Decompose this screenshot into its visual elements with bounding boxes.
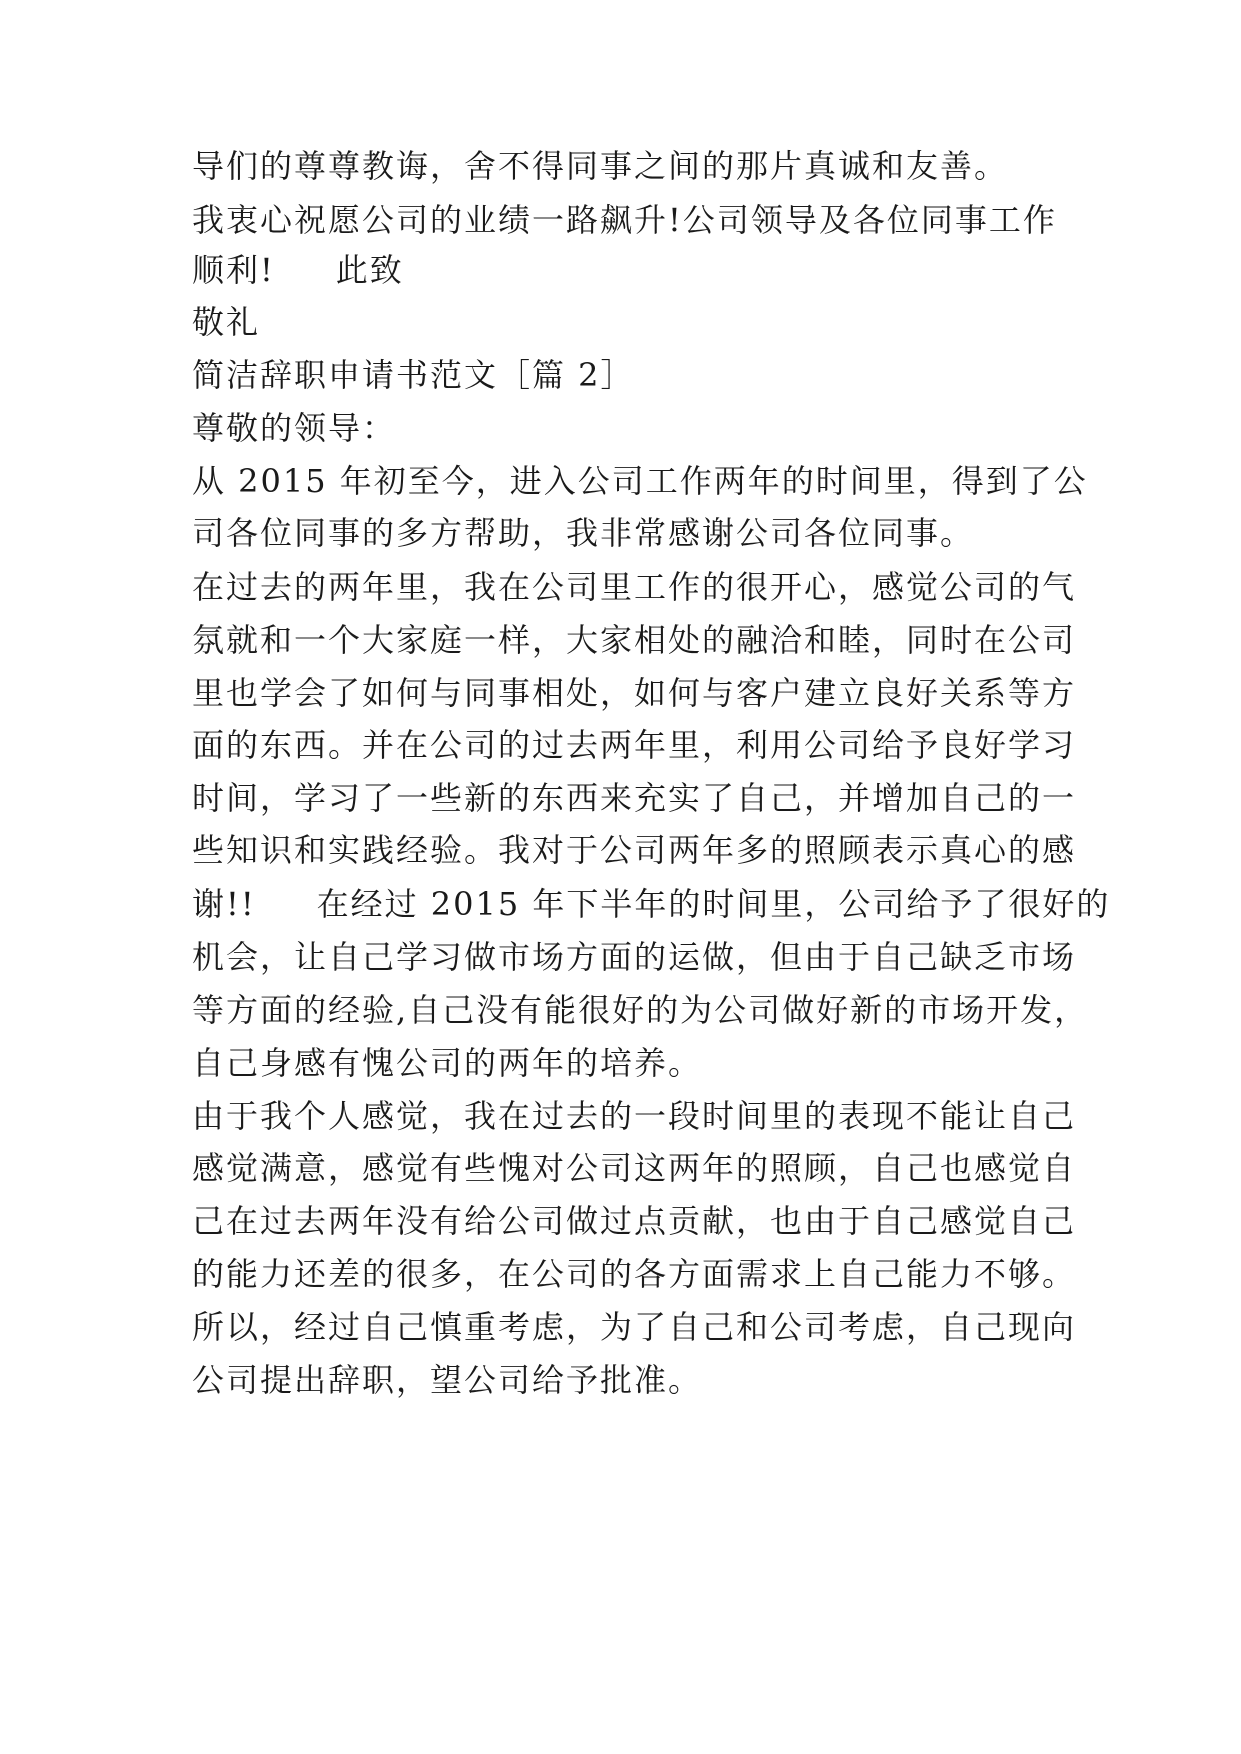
text-line: 导们的尊尊教诲，舍不得同事之间的那片真诚和友善。 — [192, 147, 1009, 185]
text-line: 由于我个人感觉，我在过去的一段时间里的表现不能让自己 — [192, 1097, 1077, 1135]
section-heading: 简洁辞职申请书范文［篇 2］ — [192, 356, 635, 394]
text-line: 在过去的两年里，我在公司里工作的很开心，感觉公司的气 — [192, 568, 1077, 606]
text-line: 敬礼 — [192, 303, 261, 341]
text-line: 些知识和实践经验。我对于公司两年多的照顾表示真心的感 — [192, 831, 1077, 869]
text-line: 的能力还差的很多，在公司的各方面需求上自己能力不够。 — [192, 1255, 1077, 1293]
text-line: 公司提出辞职，望公司给予批准。 — [192, 1361, 703, 1399]
text-line: 从 2015 年初至今，进入公司工作两年的时间里，得到了公 — [192, 462, 1088, 500]
text-line: 顺利! 此致 — [192, 251, 404, 289]
text-line: 己在过去两年没有给公司做过点贡献，也由于自己感觉自己 — [192, 1202, 1077, 1240]
text-line: 里也学会了如何与同事相处，如何与客户建立良好关系等方 — [192, 674, 1077, 712]
salutation: 尊敬的领导： — [192, 409, 397, 447]
text-line: 感觉满意，感觉有些愧对公司这两年的照顾，自己也感觉自 — [192, 1149, 1077, 1187]
text-line: 机会，让自己学习做市场方面的运做，但由于自己缺乏市场 — [192, 938, 1077, 976]
text-line: 氛就和一个大家庭一样，大家相处的融洽和睦，同时在公司 — [192, 621, 1077, 659]
text-line: 谢!! 在经过 2015 年下半年的时间里，公司给予了很好的 — [192, 885, 1111, 923]
text-line: 面的东西。并在公司的过去两年里，利用公司给予良好学习 — [192, 726, 1077, 764]
text-line: 等方面的经验,自己没有能很好的为公司做好新的市场开发， — [192, 991, 1089, 1029]
text-line: 我衷心祝愿公司的业绩一路飙升!公司领导及各位同事工作 — [192, 201, 1057, 239]
text-line: 所以，经过自己慎重考虑，为了自己和公司考虑，自己现向 — [192, 1308, 1077, 1346]
text-line: 时间，学习了一些新的东西来充实了自己，并增加自己的一 — [192, 779, 1077, 817]
text-line: 司各位同事的多方帮助，我非常感谢公司各位同事。 — [192, 514, 975, 552]
text-line: 自己身感有愧公司的两年的培养。 — [192, 1044, 703, 1082]
